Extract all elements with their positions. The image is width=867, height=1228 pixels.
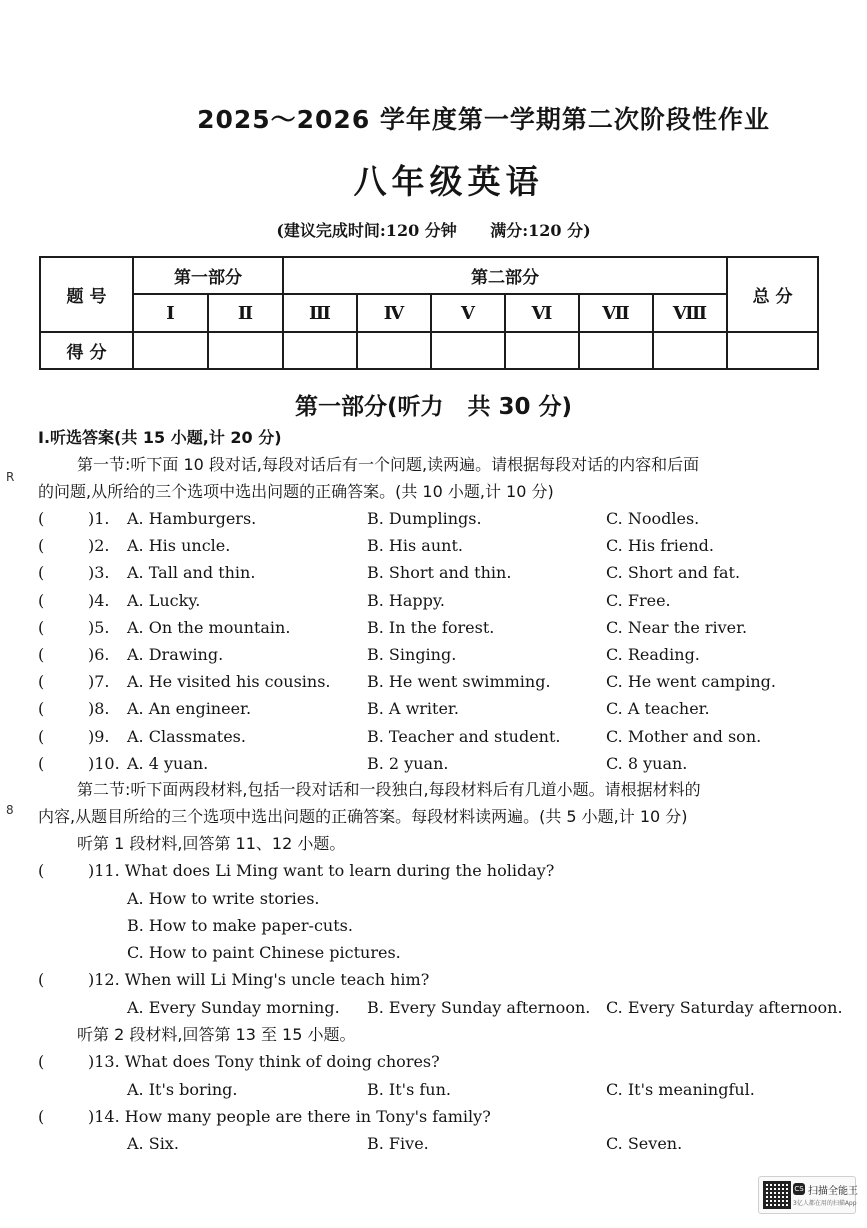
question-number: )5. <box>88 618 110 637</box>
option-b: B. In the forest. <box>367 618 495 637</box>
question-12 <box>38 970 828 992</box>
option-c: C. Seven. <box>606 1134 683 1153</box>
section1-instructions-line2: 的问题,从所给的三个选项中选出问题的正确答案。(共 10 小题,计 10 分) <box>38 482 554 501</box>
option-c: C. Every Saturday afternoon. <box>606 998 843 1017</box>
option-c: C. His friend. <box>606 536 714 555</box>
option-a: A. He visited his cousins. <box>127 672 331 691</box>
option-b: B. Dumplings. <box>367 509 482 528</box>
score-cell[interactable] <box>505 332 579 369</box>
option-a: A. Classmates. <box>127 727 246 746</box>
camscanner-badge: CS <box>794 1185 804 1193</box>
numeral-8: Ⅷ <box>653 294 727 332</box>
answer-paren[interactable]: ( <box>38 563 45 582</box>
question-13 <box>38 1052 828 1074</box>
question-14 <box>38 1107 828 1129</box>
question-number: )2. <box>88 536 110 555</box>
answer-paren[interactable]: ( <box>38 754 45 773</box>
answer-paren[interactable]: ( <box>38 1052 45 1071</box>
answer-paren[interactable]: ( <box>38 645 45 664</box>
option-b: B. He went swimming. <box>367 672 551 691</box>
question-number: )8. <box>88 699 110 718</box>
question-number: )3. <box>88 563 110 582</box>
question-5 <box>38 618 828 640</box>
question-2 <box>38 536 828 558</box>
exam-title: 2025～2026 学年度第一学期第二次阶段性作业 <box>197 105 770 134</box>
option-b: B. Short and thin. <box>367 563 512 582</box>
answer-paren[interactable]: ( <box>38 727 45 746</box>
score-cell[interactable] <box>208 332 283 369</box>
question-11 <box>38 861 828 883</box>
question-3 <box>38 563 828 585</box>
option-a: A. On the mountain. <box>127 618 291 637</box>
option-b: B. 2 yuan. <box>367 754 449 773</box>
margin-mark: 8 <box>6 803 14 817</box>
scanner-app-name: 扫描全能王 <box>808 1186 858 1197</box>
question-1 <box>38 509 828 531</box>
numeral-3: Ⅲ <box>283 294 357 332</box>
option-a: A. Tall and thin. <box>127 563 256 582</box>
answer-paren[interactable]: ( <box>38 509 45 528</box>
option-b: B. Singing. <box>367 645 457 664</box>
option-b: B. How to make paper-cuts. <box>127 916 353 935</box>
part-i-heading: Ⅰ.听选答案(共 15 小题,计 20 分) <box>38 428 282 447</box>
numeral-2: Ⅱ <box>208 294 283 332</box>
option-b: B. Teacher and student. <box>367 727 561 746</box>
material2-instruction: 听第 2 段材料,回答第 13 至 15 小题。 <box>77 1025 356 1044</box>
option-c: C. Reading. <box>606 645 700 664</box>
option-a: A. It's boring. <box>127 1080 238 1099</box>
score-cell[interactable] <box>357 332 431 369</box>
total-score-cell[interactable] <box>727 332 818 369</box>
score-cell[interactable] <box>133 332 208 369</box>
answer-paren[interactable]: ( <box>38 672 45 691</box>
answer-paren[interactable]: ( <box>38 861 45 880</box>
question-stem: )14. How many people are there in Tony's family? <box>88 1107 491 1126</box>
answer-paren[interactable]: ( <box>38 970 45 989</box>
score-cell[interactable] <box>653 332 727 369</box>
question-4 <box>38 591 828 613</box>
question-number: )4. <box>88 591 110 610</box>
option-a: A. Drawing. <box>127 645 224 664</box>
answer-paren[interactable]: ( <box>38 699 45 718</box>
option-b: B. Five. <box>367 1134 429 1153</box>
question-stem: )13. What does Tony think of doing chores? <box>88 1052 440 1071</box>
option-a: A. Hamburgers. <box>127 509 257 528</box>
numeral-1: Ⅰ <box>133 294 208 332</box>
question-9 <box>38 727 828 749</box>
option-a: A. Lucky. <box>127 591 201 610</box>
option-c: C. 8 yuan. <box>606 754 688 773</box>
question-number: )6. <box>88 645 110 664</box>
option-c: C. Near the river. <box>606 618 748 637</box>
option-a: A. Every Sunday morning. <box>127 998 340 1017</box>
question-number: )1. <box>88 509 110 528</box>
option-c: C. He went camping. <box>606 672 776 691</box>
option-c: C. Short and fat. <box>606 563 741 582</box>
numeral-6: Ⅵ <box>505 294 579 332</box>
option-c: C. Free. <box>606 591 671 610</box>
question-stem: )12. When will Li Ming's uncle teach him? <box>88 970 430 989</box>
section2-instructions-line2: 内容,从题目所给的三个选项中选出问题的正确答案。每段材料读两遍。(共 5 小题,计 10 分) <box>38 807 688 826</box>
section-title: 第一部分(听力 共 30 分) <box>294 394 573 420</box>
score-cell[interactable] <box>283 332 357 369</box>
option-a: A. How to write stories. <box>127 889 320 908</box>
option-b: B. His aunt. <box>367 536 463 555</box>
option-c: C. How to paint Chinese pictures. <box>127 943 401 962</box>
question-6 <box>38 645 828 667</box>
option-b: B. A writer. <box>367 699 459 718</box>
answer-paren[interactable]: ( <box>38 591 45 610</box>
score-cell[interactable] <box>579 332 653 369</box>
time-and-score-hint: (建议完成时间:120 分钟 满分:120 分) <box>276 221 591 240</box>
qr-code-icon <box>763 1181 791 1209</box>
section1-instructions-line1: 第一节:听下面 10 段对话,每段对话后有一个问题,读两遍。请根据每段对话的内容和后面 <box>77 455 700 474</box>
subject-title: 八年级英语 <box>353 162 544 201</box>
question-stem: )11. What does Li Ming want to learn during the holiday? <box>88 861 555 880</box>
answer-paren[interactable]: ( <box>38 536 45 555</box>
numeral-7: Ⅶ <box>579 294 653 332</box>
option-a: A. His uncle. <box>127 536 231 555</box>
option-b: B. Every Sunday afternoon. <box>367 998 591 1017</box>
question-number: )10. <box>88 754 120 773</box>
question-10 <box>38 754 828 776</box>
total-score-header: 总 分 <box>727 257 818 332</box>
answer-paren[interactable]: ( <box>38 1107 45 1126</box>
score-row-label: 得 分 <box>40 332 133 369</box>
option-a: A. An engineer. <box>127 699 252 718</box>
score-cell[interactable] <box>431 332 505 369</box>
part1-header: 第一部分 <box>133 257 283 294</box>
section2-instructions-line1: 第二节:听下面两段材料,包括一段对话和一段独白,每段材料后有几道小题。请根据材料的 <box>77 780 701 799</box>
option-c: C. Noodles. <box>606 509 700 528</box>
option-c: C. Mother and son. <box>606 727 762 746</box>
option-b: B. Happy. <box>367 591 445 610</box>
scanner-tagline: 3亿人都在用的扫描App <box>793 1200 857 1207</box>
option-b: B. It's fun. <box>367 1080 451 1099</box>
answer-paren[interactable]: ( <box>38 618 45 637</box>
option-a: A. 4 yuan. <box>127 754 209 773</box>
numeral-4: Ⅳ <box>357 294 431 332</box>
option-a: A. Six. <box>127 1134 179 1153</box>
question-number: )7. <box>88 672 110 691</box>
part2-header: 第二部分 <box>283 257 727 294</box>
scanner-watermark <box>758 1176 856 1214</box>
material1-instruction: 听第 1 段材料,回答第 11、12 小题。 <box>77 834 346 853</box>
numeral-5: Ⅴ <box>431 294 505 332</box>
question-7 <box>38 672 828 694</box>
margin-mark: R <box>6 470 15 484</box>
question-8 <box>38 699 828 721</box>
question-number: )9. <box>88 727 110 746</box>
option-c: C. A teacher. <box>606 699 710 718</box>
question-number-header: 题 号 <box>40 257 133 332</box>
score-table <box>39 256 819 370</box>
option-c: C. It's meaningful. <box>606 1080 755 1099</box>
